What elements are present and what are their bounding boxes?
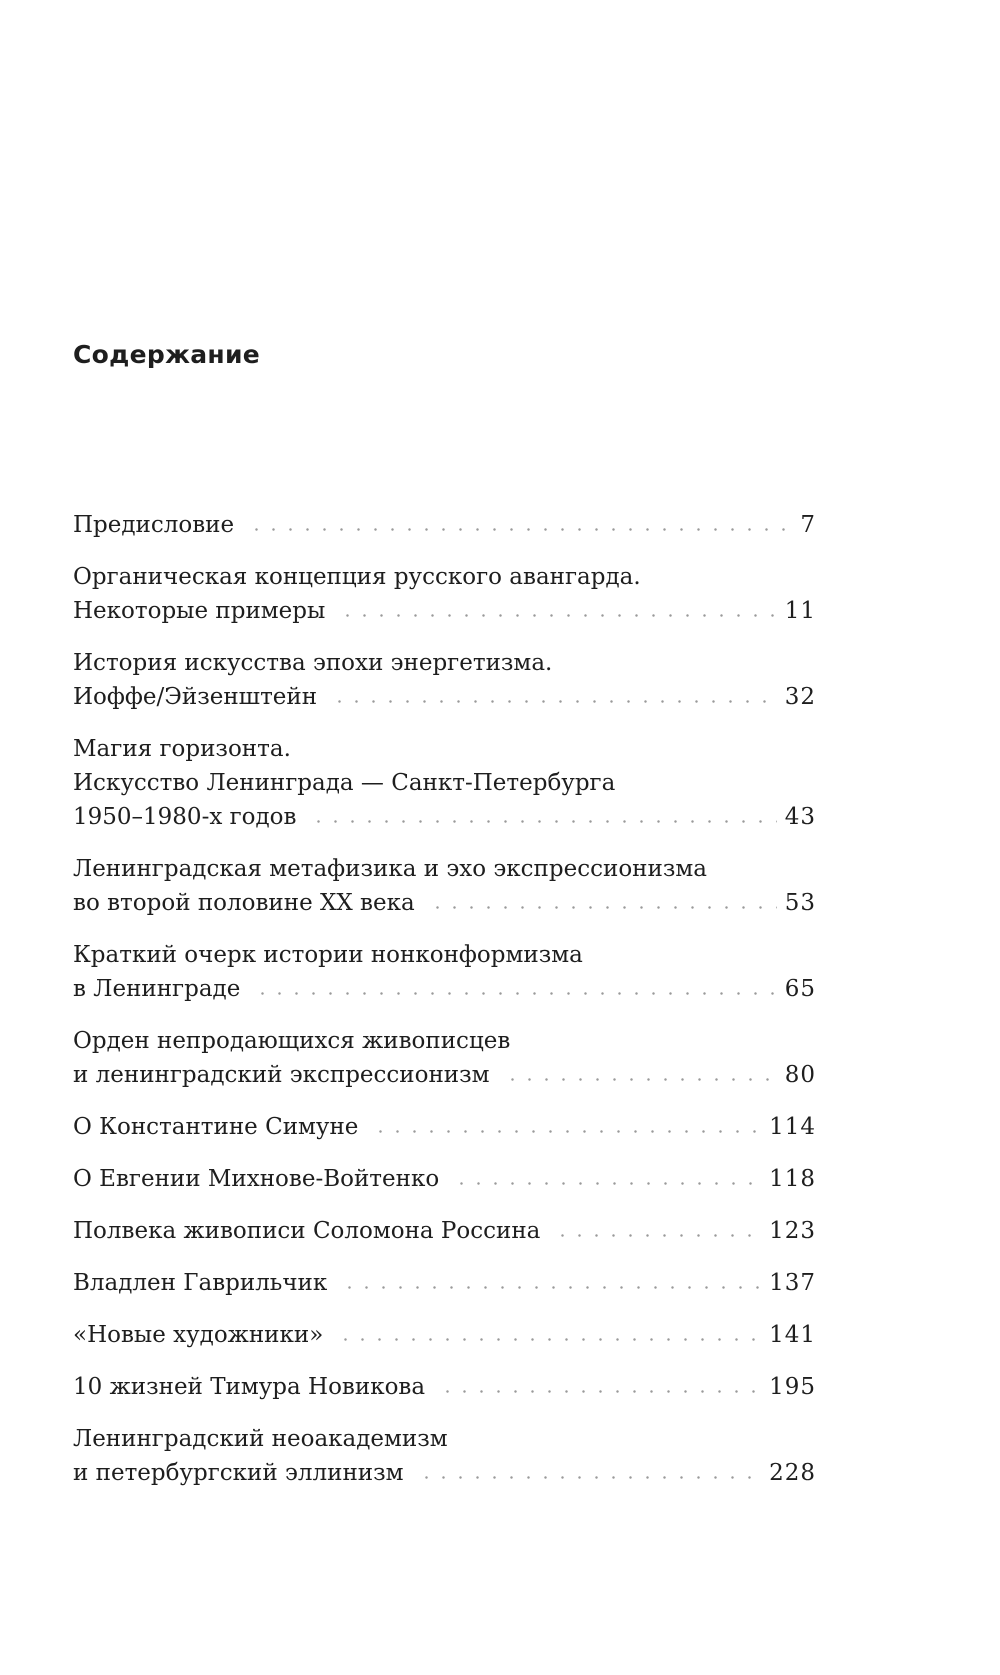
toc-page-number: 53 <box>784 890 816 916</box>
toc-entry <box>73 1422 816 1490</box>
toc-entry-title-line: 1950–1980-х годов <box>73 804 297 830</box>
toc-entry-title-line: Некоторые примеры <box>73 598 326 624</box>
page-title: Содержание <box>73 340 261 369</box>
toc-entry-title-line: Магия горизонта. <box>73 736 291 762</box>
toc-entry-title-line: История искусства эпохи энергетизма. <box>73 650 553 676</box>
toc-entry-title-line: «Новые художники» <box>73 1322 324 1348</box>
dot-leader <box>331 700 777 703</box>
toc-entry <box>73 1370 816 1404</box>
toc-entry-title-line: Предисловие <box>73 512 235 538</box>
toc-entry-last-line <box>73 1058 816 1092</box>
toc-entry-last-line <box>73 800 816 834</box>
toc-entry-last-line <box>73 508 816 542</box>
toc-entry-title-line: Ленинградская метафизика и эхо экспрессионизма <box>73 856 707 882</box>
toc-entry-title-line: О Евгении Михнове-Войтенко <box>73 1166 440 1192</box>
toc-entry-last-line <box>73 1266 816 1300</box>
table-of-contents <box>73 508 816 1508</box>
dot-leader <box>372 1130 761 1133</box>
toc-entry-title-line: Владлен Гаврильчик <box>73 1270 328 1296</box>
dot-leader <box>439 1390 761 1393</box>
toc-entry-last-line <box>73 1214 816 1248</box>
toc-page-number: 32 <box>784 684 816 710</box>
toc-entry-title-line: Орден непродающихся живописцев <box>73 1028 511 1054</box>
toc-entry-title-line: во второй половине XX века <box>73 890 415 916</box>
toc-page-number: 7 <box>800 512 816 538</box>
toc-page-number: 137 <box>769 1270 816 1296</box>
toc-entry-last-line <box>73 1370 816 1404</box>
toc-entry <box>73 1110 816 1144</box>
toc-page-number: 11 <box>784 598 816 624</box>
dot-leader <box>339 614 776 617</box>
toc-entry-last-line <box>73 680 816 714</box>
toc-page-number: 114 <box>769 1114 816 1140</box>
dot-leader <box>453 1182 761 1185</box>
toc-entry <box>73 646 816 714</box>
toc-entry-title-line: и петербургский эллинизм <box>73 1460 404 1486</box>
toc-entry-title-line: Иоффе/Эйзенштейн <box>73 684 318 710</box>
toc-entry-last-line <box>73 972 816 1006</box>
dot-leader <box>248 528 792 531</box>
toc-entry-title-line: Органическая концепция русского авангарда. <box>73 564 641 590</box>
dot-leader <box>341 1286 761 1289</box>
toc-page-number: 195 <box>769 1374 816 1400</box>
dot-leader <box>429 906 777 909</box>
toc-page-number: 65 <box>784 976 816 1002</box>
dot-leader <box>310 820 776 823</box>
toc-entry-last-line <box>73 1318 816 1352</box>
toc-entry <box>73 938 816 1006</box>
toc-entry <box>73 1318 816 1352</box>
toc-entry-last-line <box>73 1162 816 1196</box>
dot-leader <box>254 992 776 995</box>
toc-entry-title-line: 10 жизней Тимура Новикова <box>73 1374 426 1400</box>
dot-leader <box>554 1234 761 1237</box>
dot-leader <box>337 1338 761 1341</box>
toc-entry <box>73 508 816 542</box>
toc-entry-last-line <box>73 594 816 628</box>
toc-entry-last-line <box>73 1456 816 1490</box>
toc-page-number: 118 <box>769 1166 816 1192</box>
toc-entry <box>73 1024 816 1092</box>
toc-entry <box>73 1266 816 1300</box>
dot-leader <box>504 1078 777 1081</box>
toc-page-number: 43 <box>784 804 816 830</box>
toc-entry-title-line: О Константине Симуне <box>73 1114 359 1140</box>
toc-page-number: 80 <box>784 1062 816 1088</box>
toc-entry-last-line <box>73 1110 816 1144</box>
toc-entry-title-line: Искусство Ленинграда — Санкт-Петербурга <box>73 770 616 796</box>
toc-page-number: 141 <box>769 1322 816 1348</box>
toc-entry-title-line: в Ленинграде <box>73 976 241 1002</box>
toc-entry-title-line: Краткий очерк истории нонконформизма <box>73 942 583 968</box>
toc-page-number: 123 <box>769 1218 816 1244</box>
toc-entry <box>73 852 816 920</box>
toc-entry-last-line <box>73 886 816 920</box>
toc-entry-title-line: Ленинградский неоакадемизм <box>73 1426 448 1452</box>
dot-leader <box>418 1476 762 1479</box>
toc-entry <box>73 732 816 834</box>
toc-entry <box>73 560 816 628</box>
toc-entry <box>73 1214 816 1248</box>
toc-page-number: 228 <box>769 1460 816 1486</box>
toc-entry <box>73 1162 816 1196</box>
toc-entry-title-line: Полвека живописи Соломона Россина <box>73 1218 541 1244</box>
toc-entry-title-line: и ленинградский экспрессионизм <box>73 1062 490 1088</box>
